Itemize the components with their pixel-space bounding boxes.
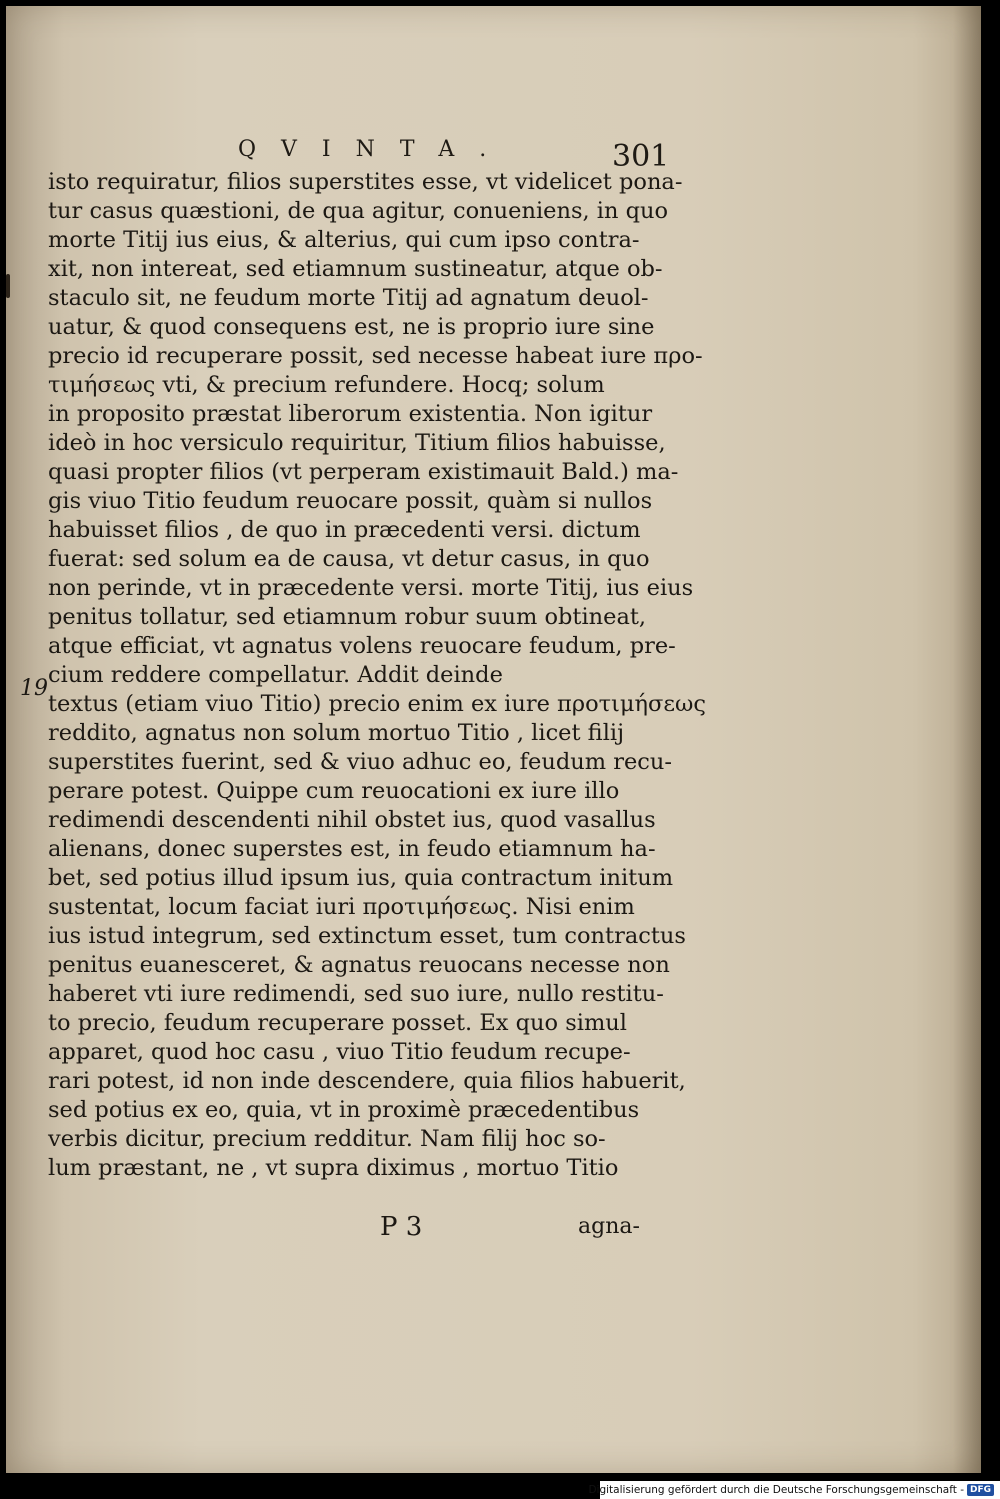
text-line: atque efficiat, vt agnatus volens reuocare feudum, pre- [48, 633, 676, 659]
signature-mark: P 3 [380, 1212, 423, 1242]
text-line: uatur, & quod consequens est, ne is proprio iure sine [48, 314, 655, 340]
dfg-logo-icon: DFG [967, 1484, 994, 1496]
margin-mark [6, 274, 10, 298]
text-line: morte Titij ius eius, & alterius, qui cum ipso contra- [48, 227, 640, 253]
text-line: in proposito præstat liberorum existentia. Non igitur [48, 401, 653, 427]
text-line: precio id recuperare possit, sed necesse habeat iure προ- [48, 343, 703, 369]
text-line: tur casus quæstioni, de qua agitur, conueniens, in quo [48, 198, 669, 224]
page-number: 301 [612, 139, 670, 174]
credit-text: Digitalisierung gefördert durch die Deutsche Forschungsgemeinschaft - [588, 1484, 964, 1496]
text-line: apparet, quod hoc casu , viuo Titio feudum recupe- [48, 1039, 631, 1065]
text-line: alienans, donec superstes est, in feudo etiamnum ha- [48, 836, 656, 862]
text-line: haberet vti iure redimendi, sed suo iure, nullo restitu- [48, 981, 664, 1007]
margin-line-number: 19 [20, 676, 48, 701]
text-line: cium reddere compellatur. Addit deinde [48, 662, 503, 688]
text-line: verbis dicitur, precium redditur. Nam filij hoc so- [48, 1126, 606, 1152]
text-line: redimendi descendenti nihil obstet ius, quod vasallus [48, 807, 656, 833]
text-line: rari potest, id non inde descendere, quia filios habuerit, [48, 1068, 686, 1094]
text-line: penitus tollatur, sed etiamnum robur suum obtineat, [48, 604, 647, 630]
text-line: τιμήσεως vti, & precium refundere. Hocq; solum [48, 372, 605, 398]
text-line: isto requiratur, filios superstites esse, vt videlicet pona- [48, 169, 683, 195]
running-title: QVINTA. [238, 137, 512, 162]
text-line: lum præstant, ne , vt supra diximus , mortuo Titio [48, 1155, 619, 1181]
text-line: penitus euanesceret, & agnatus reuocans necesse non [48, 952, 670, 978]
text-line: quasi propter filios (vt perperam existimauit Bald.) ma- [48, 459, 679, 485]
text-line: fuerat: sed solum ea de causa, vt detur casus, in quo [48, 546, 650, 572]
text-line: perare potest. Quippe cum reuocationi ex iure illo [48, 778, 620, 804]
text-line: reddito, agnatus non solum mortuo Titio , licet filij [48, 720, 625, 746]
text-line: superstites fuerint, sed & viuo adhuc eo, feudum recu- [48, 749, 672, 775]
text-line: xit, non intereat, sed etiamnum sustineatur, atque ob- [48, 256, 663, 282]
text-line: non perinde, vt in præcedente versi. morte Titij, ius eius [48, 575, 694, 601]
text-line: sustentat, locum faciat iuri προτιμήσεως. Nisi enim [48, 894, 635, 920]
digitization-credit [588, 1481, 1000, 1499]
text-line: sed potius ex eo, quia, vt in proximè præcedentibus [48, 1097, 640, 1123]
text-line: gis viuo Titio feudum reuocare possit, quàm si nullos [48, 488, 653, 514]
text-line: ius istud integrum, sed extinctum esset, tum contractus [48, 923, 686, 949]
text-line: ideò in hoc versiculo requiritur, Titium filios habuisse, [48, 430, 666, 456]
text-line: textus (etiam viuo Titio) precio enim ex iure προτιμήσεως [48, 691, 706, 717]
catchword: agna- [578, 1214, 640, 1239]
text-line: to precio, feudum recuperare posset. Ex quo simul [48, 1010, 627, 1036]
text-line: bet, sed potius illud ipsum ius, quia contractum initum [48, 865, 674, 891]
text-line: habuisset filios , de quo in præcedenti versi. dictum [48, 517, 641, 543]
text-line: staculo sit, ne feudum morte Titij ad agnatum deuol- [48, 285, 649, 311]
